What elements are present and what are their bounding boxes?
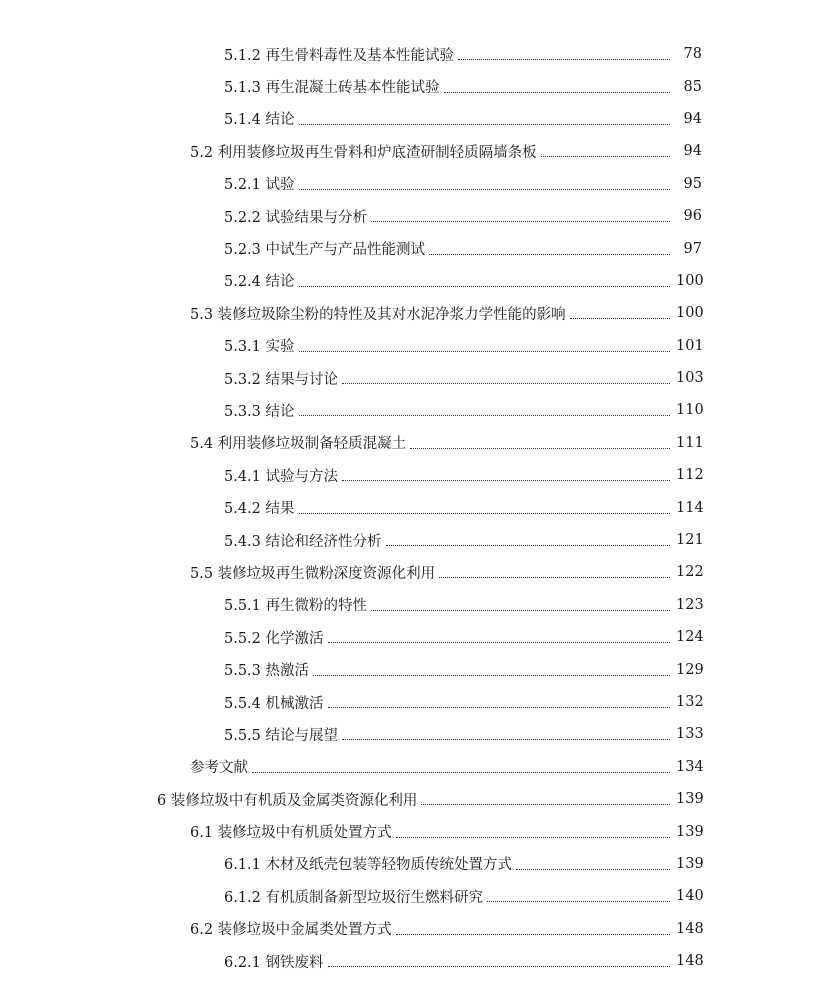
toc-entry[interactable] [0, 589, 826, 621]
toc-entry[interactable] [0, 945, 826, 977]
toc-entry[interactable] [0, 621, 826, 653]
toc-page-number: 96 [683, 208, 702, 225]
toc-page-number: 123 [676, 596, 704, 613]
dot-leader [371, 609, 670, 611]
toc-entry[interactable] [0, 459, 826, 491]
toc-page-number: 139 [676, 791, 704, 808]
toc-entry-title: 5.4.3 结论和经济性分析 [224, 533, 382, 550]
toc-entry-title: 5.4.2 结果 [224, 501, 295, 518]
dot-leader [299, 512, 670, 514]
toc-page-number: 111 [676, 434, 704, 451]
toc-page-number: 101 [676, 337, 704, 354]
dot-leader [458, 58, 670, 60]
toc-entry-title: 5.2.2 试验结果与分析 [224, 209, 368, 226]
dot-leader [421, 803, 670, 805]
toc-page-number: 94 [683, 110, 702, 127]
toc-entry-title: 5.2.1 试验 [224, 177, 295, 194]
dot-leader [516, 868, 670, 870]
toc-entry[interactable] [0, 751, 826, 783]
dot-leader [444, 91, 670, 93]
dot-leader [410, 447, 670, 449]
dot-leader [299, 350, 670, 352]
toc-entry[interactable] [0, 232, 826, 264]
toc-entry-title: 6.1 装修垃圾中有机质处置方式 [190, 825, 392, 842]
toc-entry-title: 6.1.2 有机质制备新型垃圾衍生燃料研究 [224, 889, 484, 906]
toc-page-number: 100 [676, 305, 704, 322]
toc-entry[interactable] [0, 394, 826, 426]
toc-entry[interactable] [0, 330, 826, 362]
dot-leader [299, 414, 670, 416]
dot-leader [313, 674, 670, 676]
dot-leader [371, 220, 670, 222]
toc-entry-title: 5.2 利用装修垃圾再生骨料和炉底渣研制轻质隔墙条板 [190, 144, 537, 161]
dot-leader [328, 706, 670, 708]
dot-leader [386, 544, 670, 546]
toc-page-number: 95 [683, 175, 702, 192]
toc-page-number: 129 [676, 661, 704, 678]
toc-entry[interactable] [0, 815, 826, 847]
dot-leader [299, 188, 670, 190]
dot-leader [342, 382, 670, 384]
toc-entry-title: 5.2.4 结论 [224, 274, 295, 291]
toc-entry-title: 5.3.1 实验 [224, 339, 295, 356]
toc-page-number: 100 [676, 272, 704, 289]
toc-entry[interactable] [0, 103, 826, 135]
toc-entry-title: 5.4 利用装修垃圾制备轻质混凝土 [190, 436, 407, 453]
toc-entry-title: 5.5.2 化学激活 [224, 630, 324, 647]
toc-page-number: 85 [683, 78, 702, 95]
dot-leader [396, 836, 670, 838]
toc-entry[interactable] [0, 168, 826, 200]
toc-entry[interactable] [0, 427, 826, 459]
toc-entry-title: 5.5 装修垃圾再生微粉深度资源化利用 [190, 565, 436, 582]
toc-entry[interactable] [0, 686, 826, 718]
toc-page-number: 133 [676, 726, 704, 743]
toc-entry-title: 5.1.2 再生骨料毒性及基本性能试验 [224, 47, 455, 64]
toc-entry[interactable] [0, 653, 826, 685]
toc-entry-title: 5.4.1 试验与方法 [224, 468, 339, 485]
toc-entry[interactable] [0, 491, 826, 523]
toc-page-number: 110 [676, 402, 704, 419]
toc-page-number: 124 [676, 629, 704, 646]
toc-entry-title: 6.1.1 木材及纸壳包装等轻物质传统处置方式 [224, 857, 513, 874]
toc-entry-title: 5.1.4 结论 [224, 112, 295, 129]
toc-entry-title: 参考文献 [190, 760, 248, 777]
toc-page-number: 140 [676, 888, 704, 905]
dot-leader [570, 317, 670, 319]
toc-entry-title: 5.3 装修垃圾除尘粉的特性及其对水泥净浆力学性能的影响 [190, 306, 566, 323]
toc-entry[interactable] [0, 556, 826, 588]
toc-entry[interactable] [0, 880, 826, 912]
dot-leader [328, 641, 670, 643]
toc-page-number: 97 [683, 240, 702, 257]
dot-leader [541, 155, 670, 157]
toc-entry[interactable] [0, 913, 826, 945]
toc-page-number: 139 [676, 855, 704, 872]
toc-page-number: 112 [676, 467, 704, 484]
toc-page-number: 148 [676, 920, 704, 937]
toc-entry[interactable] [0, 848, 826, 880]
toc-page-number: 134 [676, 758, 704, 775]
dot-leader [342, 479, 670, 481]
table-of-contents [0, 38, 826, 977]
dot-leader [429, 253, 670, 255]
dot-leader [396, 933, 670, 935]
toc-entry[interactable] [0, 265, 826, 297]
toc-entry-title: 5.5.1 再生微粉的特性 [224, 598, 368, 615]
toc-entry[interactable] [0, 135, 826, 167]
toc-page-number: 114 [676, 499, 704, 516]
toc-entry[interactable] [0, 524, 826, 556]
dot-leader [299, 285, 670, 287]
toc-entry-title: 5.5.4 机械激活 [224, 695, 324, 712]
toc-page-number: 122 [676, 564, 704, 581]
toc-page-number: 78 [683, 46, 702, 63]
toc-entry-title: 6 装修垃圾中有机质及金属类资源化利用 [157, 792, 418, 809]
toc-page-number: 94 [683, 143, 702, 160]
toc-entry[interactable] [0, 783, 826, 815]
dot-leader [439, 576, 670, 578]
toc-entry[interactable] [0, 38, 826, 70]
toc-entry[interactable] [0, 362, 826, 394]
toc-entry-title: 5.3.2 结果与讨论 [224, 371, 339, 388]
dot-leader [328, 965, 670, 967]
toc-page-number: 139 [676, 823, 704, 840]
toc-entry-title: 5.2.3 中试生产与产品性能测试 [224, 242, 426, 259]
toc-entry-title: 6.2.1 钢铁废料 [224, 954, 324, 971]
toc-entry-title: 5.1.3 再生混凝土砖基本性能试验 [224, 80, 440, 97]
toc-page-number: 103 [676, 370, 704, 387]
dot-leader [342, 738, 670, 740]
toc-entry-title: 5.5.3 热激活 [224, 663, 310, 680]
dot-leader [252, 771, 670, 773]
toc-entry[interactable] [0, 297, 826, 329]
toc-entry-title: 6.2 装修垃圾中金属类处置方式 [190, 922, 392, 939]
toc-entry[interactable] [0, 718, 826, 750]
dot-leader [299, 123, 670, 125]
toc-page-number: 132 [676, 694, 704, 710]
toc-page-number: 148 [676, 953, 704, 970]
toc-entry-title: 5.3.3 结论 [224, 403, 295, 420]
toc-entry-title: 5.5.5 结论与展望 [224, 727, 339, 744]
toc-entry[interactable] [0, 70, 826, 102]
toc-entry[interactable] [0, 200, 826, 232]
dot-leader [487, 900, 670, 902]
toc-page-number: 121 [676, 532, 704, 549]
